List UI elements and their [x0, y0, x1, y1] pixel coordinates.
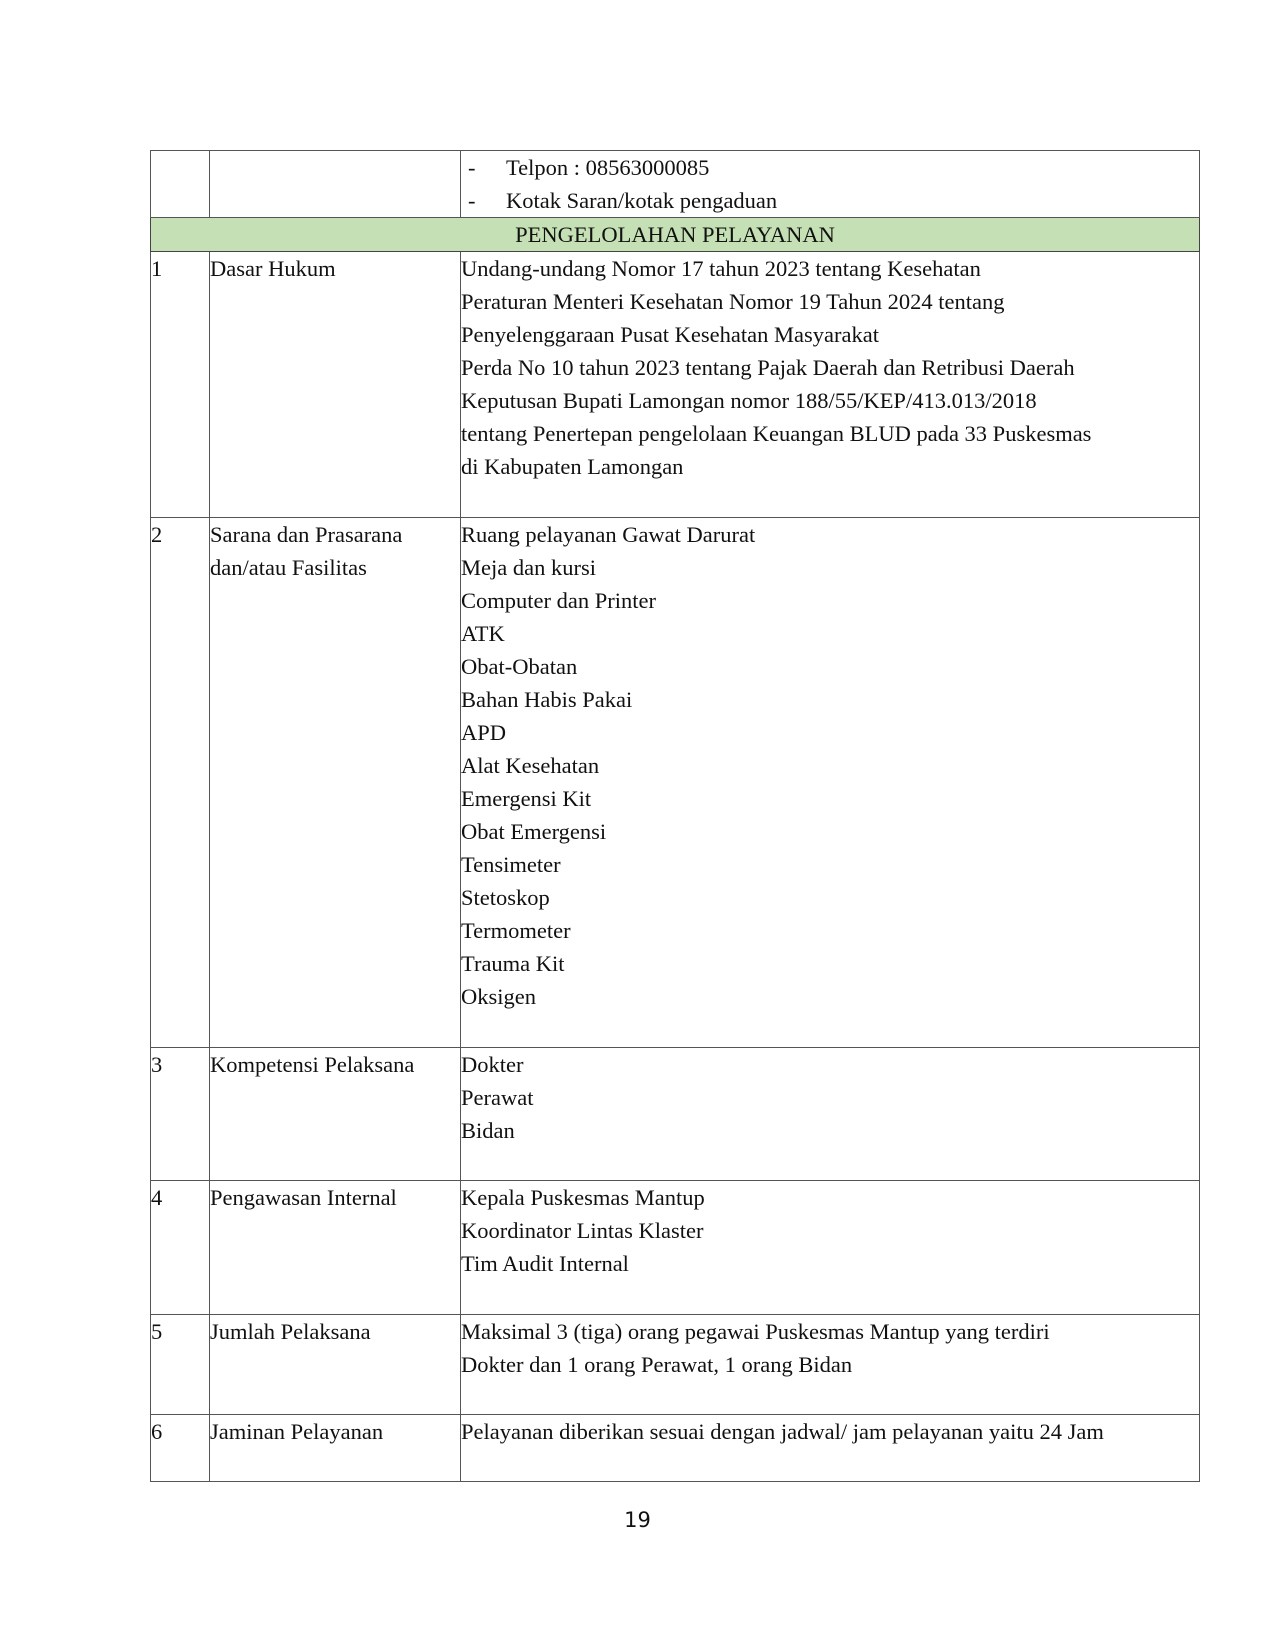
label-line: Dasar Hukum	[210, 256, 336, 281]
content-line: Koordinator Lintas Klaster	[461, 1218, 704, 1243]
content-line: Kepala Puskesmas Mantup	[461, 1185, 705, 1210]
content-line: Stetoskop	[461, 885, 550, 910]
cell-label	[210, 1415, 461, 1482]
cell-label	[210, 1048, 461, 1181]
section-header-row	[151, 218, 1200, 252]
cell-content	[461, 1415, 1200, 1482]
content-line: Termometer	[461, 918, 571, 943]
cell-content	[461, 252, 1200, 518]
table-row	[151, 518, 1200, 1048]
service-standard-table	[150, 150, 1200, 1482]
content-line: ATK	[461, 621, 505, 646]
cell-content	[461, 518, 1200, 1048]
cell-content	[461, 151, 1200, 218]
content-line: tentang Penertepan pengelolaan Keuangan BLUD pada 33 Puskesmas	[461, 421, 1092, 446]
cell-label	[210, 1181, 461, 1315]
content-line: Dokter dan 1 orang Perawat, 1 orang Bidan	[461, 1352, 853, 1377]
content-line: Perda No 10 tahun 2023 tentang Pajak Daerah dan Retribusi Daerah	[461, 355, 1075, 380]
content-line: Bidan	[461, 1118, 515, 1143]
content-line: di Kabupaten Lamongan	[461, 454, 684, 479]
cell-no: 4	[151, 1181, 210, 1315]
content-line: Pelayanan diberikan sesuai dengan jadwal/ jam pelayanan yaitu 24 Jam	[461, 1419, 1104, 1444]
content-line: Tim Audit Internal	[461, 1251, 629, 1276]
table-row	[151, 252, 1200, 518]
dash-bullet-icon: -	[468, 155, 476, 180]
content-line: Oksigen	[461, 984, 536, 1009]
content-line: Obat-Obatan	[461, 654, 578, 679]
section-title: PENGELOLAHAN PELAYANAN	[151, 218, 1200, 252]
content-line: Maksimal 3 (tiga) orang pegawai Puskesmas Mantup yang terdiri	[461, 1319, 1050, 1344]
content-line: Ruang pelayanan Gawat Darurat	[461, 522, 756, 547]
cell-no	[151, 151, 210, 218]
content-line: Meja dan kursi	[461, 555, 596, 580]
contact-list	[461, 151, 1199, 217]
cell-label	[210, 1315, 461, 1415]
page-number: 19	[624, 1508, 651, 1532]
cell-content	[461, 1048, 1200, 1181]
dash-bullet-icon: -	[468, 188, 476, 213]
content-line: Bahan Habis Pakai	[461, 687, 633, 712]
list-item	[461, 151, 1199, 184]
table-row	[151, 1415, 1200, 1482]
label-line: Pengawasan Internal	[210, 1185, 397, 1210]
cell-content	[461, 1181, 1200, 1315]
cell-label	[210, 518, 461, 1048]
label-line: Sarana dan Prasarana	[210, 522, 403, 547]
content-line: Tensimeter	[461, 852, 561, 877]
content-line: Undang-undang Nomor 17 tahun 2023 tentang Kesehatan	[461, 256, 981, 281]
content-line: Obat Emergensi	[461, 819, 607, 844]
table-row-contact-continuation	[151, 151, 1200, 218]
content-line: Penyelenggaraan Pusat Kesehatan Masyarakat	[461, 322, 879, 347]
list-item	[461, 184, 1199, 217]
cell-content	[461, 1315, 1200, 1415]
contact-suggestion-box: Kotak Saran/kotak pengaduan	[506, 188, 778, 213]
cell-no: 5	[151, 1315, 210, 1415]
cell-no: 2	[151, 518, 210, 1048]
content-line: Perawat	[461, 1085, 534, 1110]
cell-label	[210, 252, 461, 518]
table-row	[151, 1315, 1200, 1415]
cell-no: 3	[151, 1048, 210, 1181]
table-row	[151, 1048, 1200, 1181]
content-line: Emergensi Kit	[461, 786, 592, 811]
label-line: Jaminan Pelayanan	[210, 1419, 384, 1444]
contact-phone: Telpon : 08563000085	[506, 155, 710, 180]
content-line: Trauma Kit	[461, 951, 565, 976]
content-line: Computer dan Printer	[461, 588, 656, 613]
content-line: Peraturan Menteri Kesehatan Nomor 19 Tahun 2024 tentang	[461, 289, 1005, 314]
content-line: Alat Kesehatan	[461, 753, 600, 778]
cell-no: 1	[151, 252, 210, 518]
content-line: Dokter	[461, 1052, 524, 1077]
label-line: Kompetensi Pelaksana	[210, 1052, 415, 1077]
label-line: dan/atau Fasilitas	[210, 555, 367, 580]
cell-no: 6	[151, 1415, 210, 1482]
content-line: APD	[461, 720, 507, 745]
cell-label	[210, 151, 461, 218]
content-line: Keputusan Bupati Lamongan nomor 188/55/KEP/413.013/2018	[461, 388, 1037, 413]
label-line: Jumlah Pelaksana	[210, 1319, 371, 1344]
table-row	[151, 1181, 1200, 1315]
